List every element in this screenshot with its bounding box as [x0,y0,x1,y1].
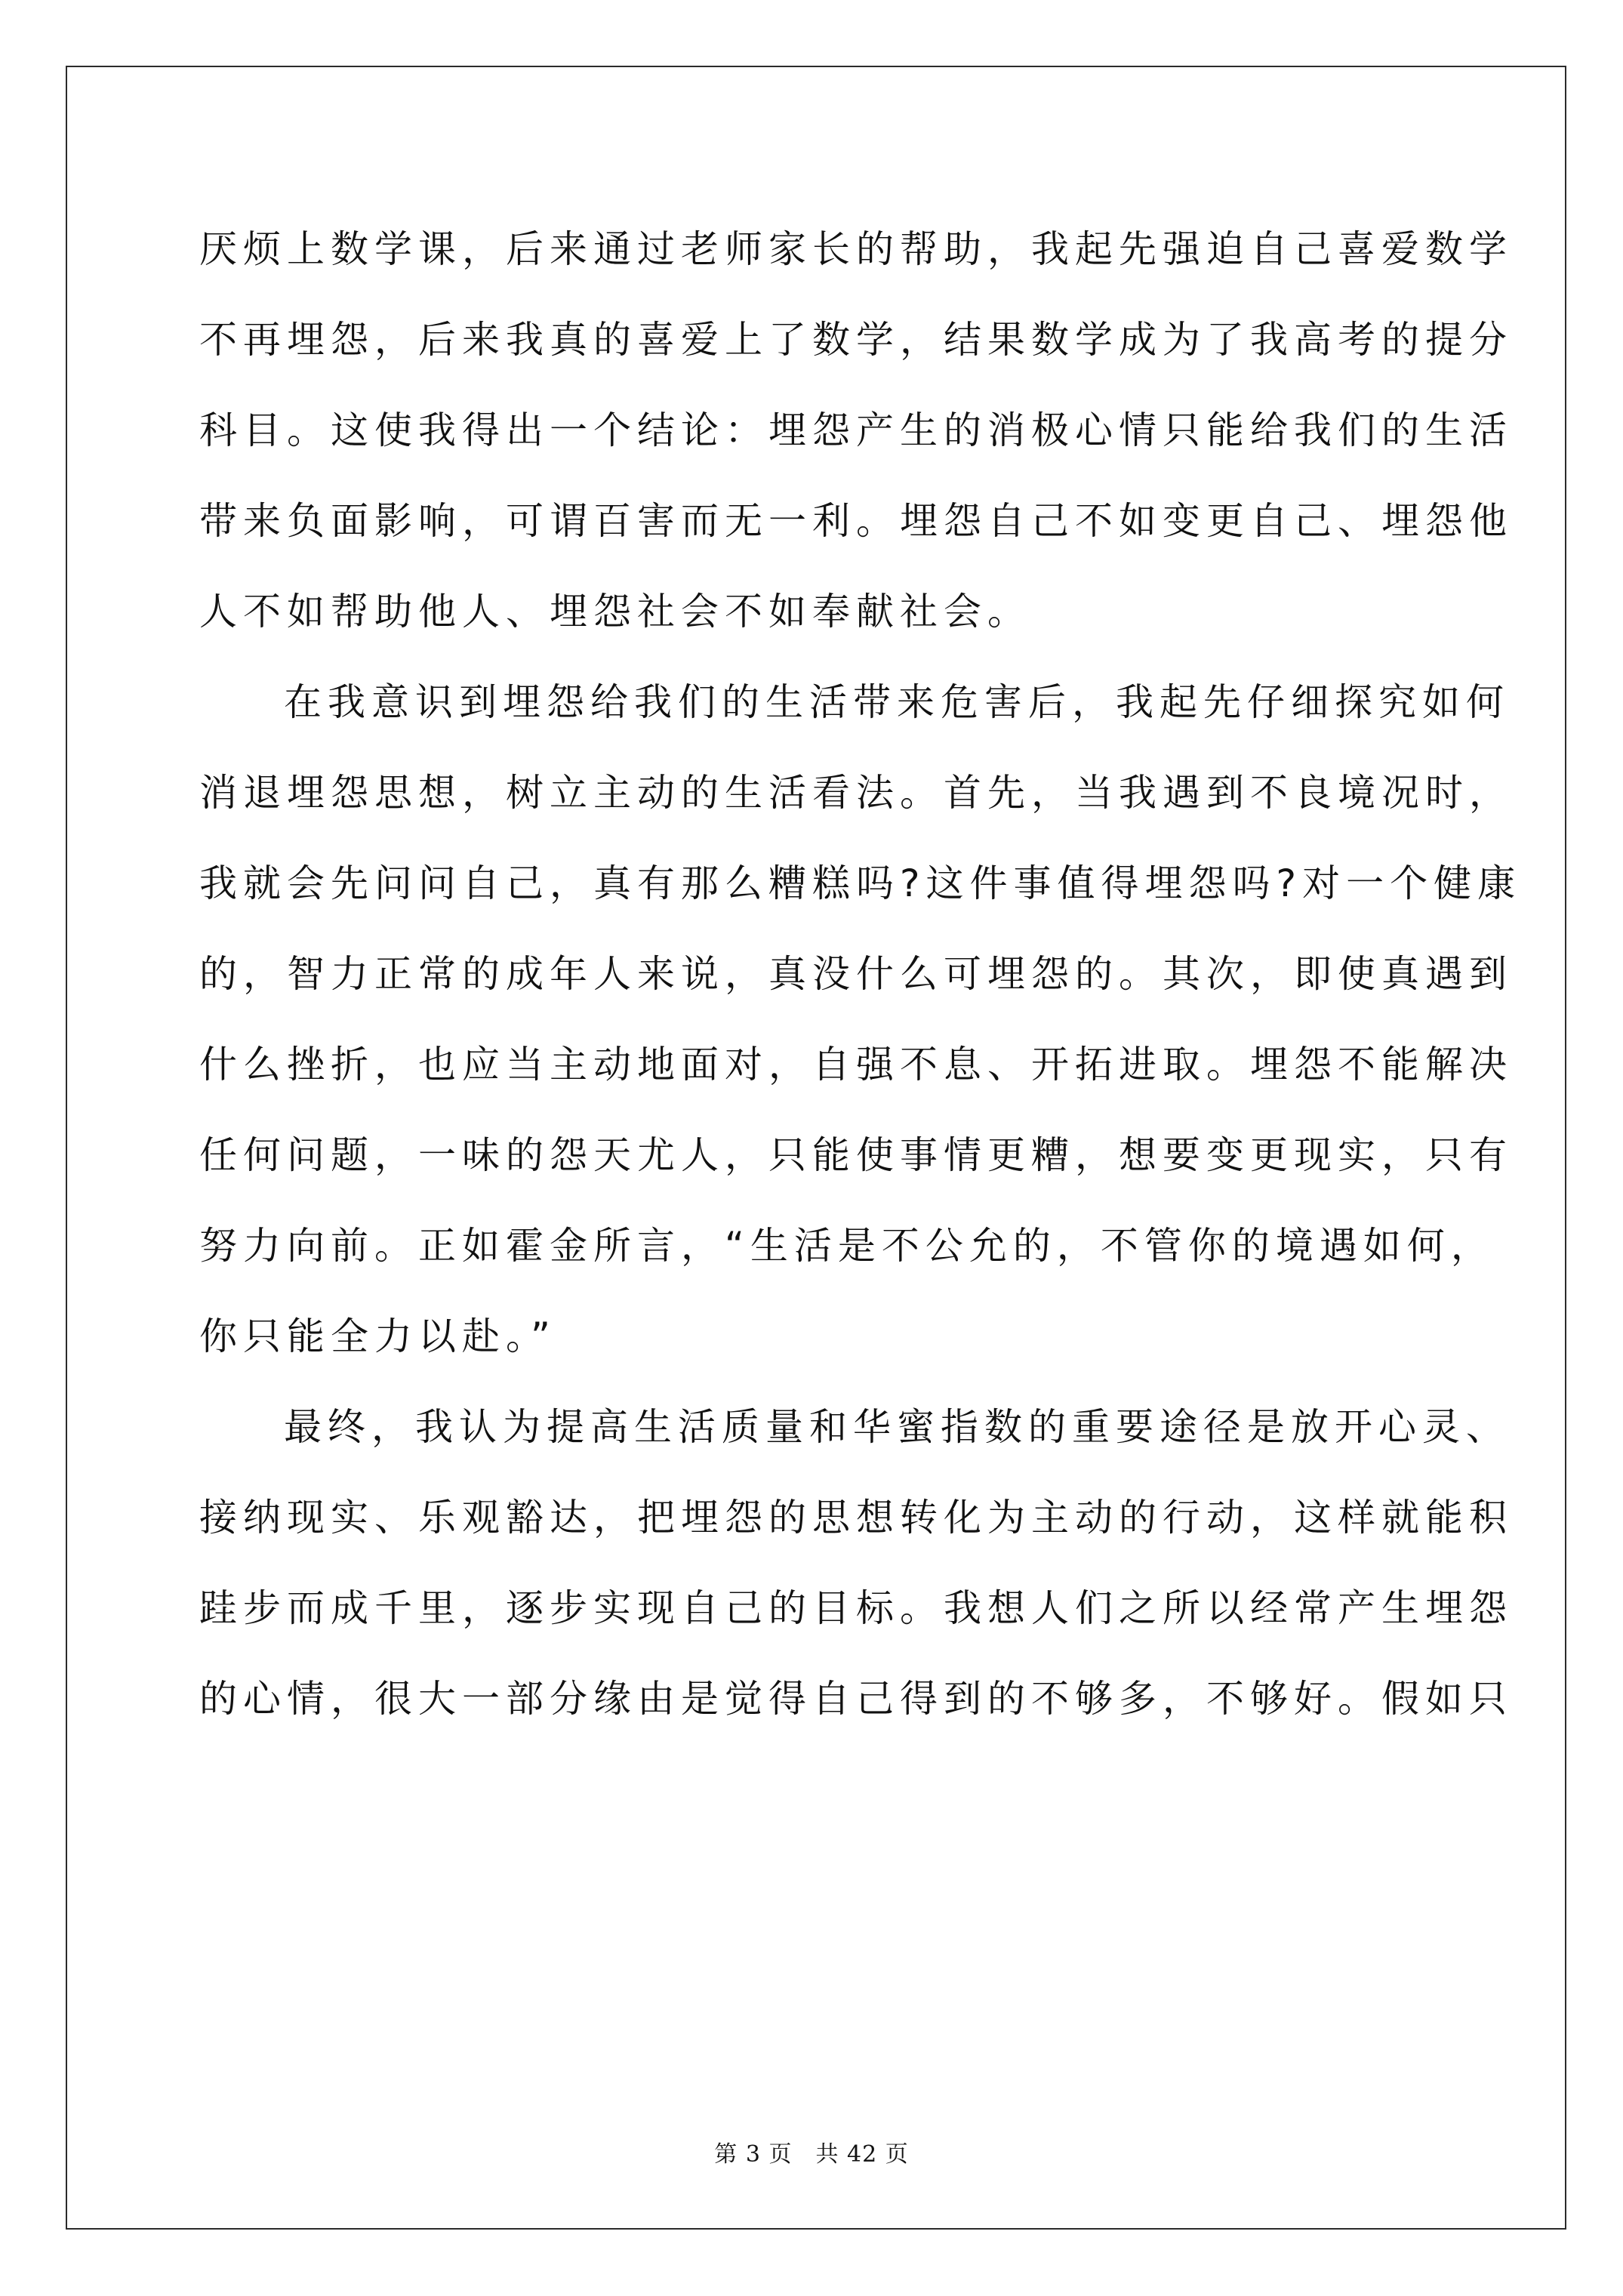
text-line: 努力向前。正如霍金所言，“生活是不公允的，不管你的境遇如何， [199,1224,1495,1268]
text-line: 接纳现实、乐观豁达，把埋怨的思想转化为主动的行动，这样就能积 [199,1496,1513,1539]
text-line: 的，智力正常的成年人来说，真没什么可埋怨的。其次，即使真遇到 [199,952,1513,996]
text-line: 带来负面影响，可谓百害而无一利。埋怨自己不如变更自己、埋怨他 [199,499,1513,543]
paragraph-first-line: 最终，我认为提高生活质量和华蜜指数的重要途径是放开心灵、 [284,1405,1510,1449]
text-line: 任何问题，一味的怨天尤人，只能使事情更糟，想要变更现实，只有 [199,1133,1513,1177]
text-line: 你只能全力以赴。” [199,1314,556,1358]
text-line: 不再埋怨，后来我真的喜爱上了数学，结果数学成为了我高考的提分 [199,318,1513,362]
text-line: 什么挫折，也应当主动地面对，自强不息、开拓进取。埋怨不能解决 [199,1043,1513,1086]
text-line: 厌烦上数学课，后来通过老师家长的帮助，我起先强迫自己喜爱数学 [199,227,1513,271]
text-line: 人不如帮助他人、埋怨社会不如奉献社会。 [199,590,1031,633]
page-number-label: 第 3 页 共 42 页 [714,2141,909,2168]
text-line: 的心情，很大一部分缘由是觉得自己得到的不够多，不够好。假如只 [199,1677,1513,1721]
document-body [199,204,1522,1744]
text-line: 科目。这使我得出一个结论：埋怨产生的消极心情只能给我们的生活 [199,408,1513,452]
text-line: 跬步而成千里，逐步实现自己的目标。我想人们之所以经常产生埋怨 [199,1586,1513,1630]
text-line: 消退埋怨思想，树立主动的生活看法。首先，当我遇到不良境况时， [199,771,1513,815]
text-line: 我就会先问问自己，真有那么糟糕吗?这件事值得埋怨吗?对一个健康 [199,861,1522,905]
paragraph-first-line: 在我意识到埋怨给我们的生活带来危害后，我起先仔细探究如何 [284,680,1510,724]
page-footer [0,2135,1623,2168]
